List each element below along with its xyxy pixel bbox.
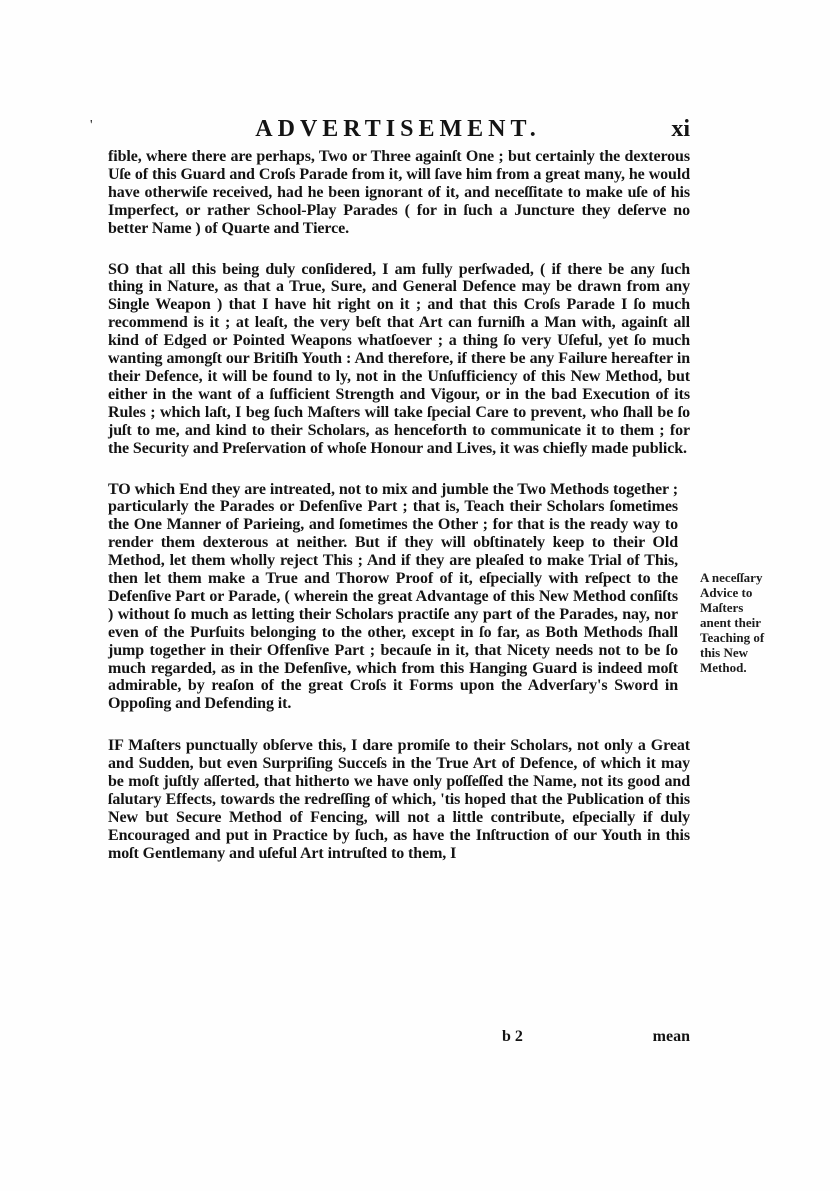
- paragraph-3: TO which End they are intreated, not to mix and jumble the Two Methods together ; particularly the Parades or Defenſive Part ; that is, Teach their Scholars ſometimes the One Manner of Parieing, and ſometimes the Other ; for that is the ready way to render them dexterous at neither. But if they will obſtinately keep to their Old Method, let them wholly reject This ; And if they are pleaſed to make Trial of This, then let them make a True and Thorow Proof of it, eſpecially with reſpect to the Defenſive Part or Parade, ( wherein the great Advantage of this New Method conſiſts ) without ſo much as letting their Scholars practiſe any part of the Parades, nay, nor even of the Purſuits belonging to the other, except in ſo far, as Both Methods ſhall jump together in their Offenſive Part ; becauſe in it, that Nicety needs not to be ſo much regarded, as in the Defenſive, which from this Hanging Guard is indeed moſt admirable, by reaſon of the great Croſs it Forms upon the Adverſary's Sword in Oppoſing and Defending it.: [108, 480, 678, 713]
- paragraph-2: SO that all this being duly conſidered, I am fully perſwaded, ( if there be any ſuch thing in Nature, as that a True, Sure, and General Defence may be drawn from any Single Weapon ) that I have hit right on it ; and that this Croſs Parade I ſo much recommend is it ; at leaſt, the very beſt that Art can furniſh a Man with, againſt all kind of Edged or Pointed Weapons whatſoever ; a thing ſo very Uſeful, yet ſo much wanting amongſt our Britiſh Youth : And therefore, if there be any Failure hereafter in their Defence, it will be found to ly, not in the Unſufficiency of this New Method, but either in the want of a ſufficient Strength and Vigour, or in the bad Execution of its Rules ; which laſt, I beg ſuch Maſters will take ſpecial Care to prevent, who ſhall be ſo juſt to me, and kind to their Scholars, as henceforth to communicate it to them ; for the Security and Preſervation of whoſe Honour and Lives, it was chiefly made publick.: [108, 260, 690, 457]
- stray-mark: ': [90, 118, 93, 133]
- paragraph-1: fible, where there are perhaps, Two or Three againſt One ; but certainly the dexterous Uſe of this Guard and Croſs Parade from it, will ſave him from a great many, he would have otherwiſe received, had he been ignorant of it, and neceſſitate to make uſe of his Imperfect, or rather School-Play Parades ( for in ſuch a Juncture they deſerve no better Name ) of Quarte and Tierce.: [108, 148, 690, 237]
- page-number: xi: [671, 116, 690, 142]
- page-header: [90, 114, 690, 144]
- paragraph-4: IF Maſters punctually obſerve this, I dare promiſe to their Scholars, not only a Great and Sudden, but even Surpriſing Succeſs in the True Art of Defence, of which it may be moſt juſtly aſſerted, that hitherto we have only poſſeſſed the Name, not its good and ſalutary Effects, towards the redreſſing of which, 'tis hoped that the Publication of this New but Secure Method of Fencing, will not a little contribute, eſpecially if duly Encouraged and put in Practice by ſuch, as have the Inſtruction of our Youth in this moſt Gentlemany and uſeful Art intruſted to them, I: [108, 737, 690, 862]
- page-footer: [108, 1027, 690, 1047]
- marginal-note: A neceſſary Advice to Maſters anent their Teaching of this New Method.: [700, 570, 765, 675]
- catchword: mean: [652, 1028, 690, 1045]
- body-text: [108, 148, 690, 865]
- signature-mark: b 2: [502, 1028, 523, 1045]
- running-title: ADVERTISEMENT.: [255, 116, 541, 142]
